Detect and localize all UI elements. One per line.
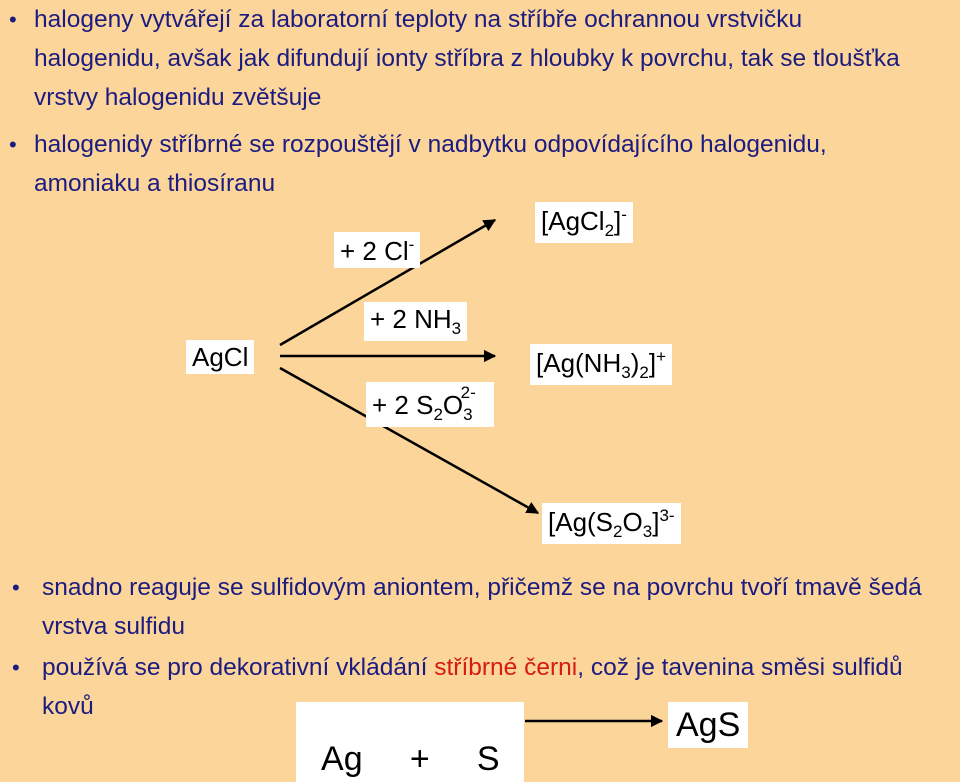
bullet-dot-icon: • <box>12 575 20 600</box>
reagent-thiosulfate: + 2 $S_2O_3^{2-}$ <box>366 382 494 427</box>
reagent-ammonia: + 2 $NH_3$ <box>364 302 467 341</box>
product-dichloroargentate: [AgCl$_2$]- <box>535 202 633 243</box>
bullet-dot-icon: • <box>9 132 17 157</box>
bullet-text: halogenidy stříbrné se rozpouštějí v nadbytku odpovídajícího halogenidu, amoniaku a thiosíranu <box>34 131 827 197</box>
product-thiosulfatoargentate: [$Ag(S_2O_3]^{3-}$ <box>542 503 681 544</box>
bullet-text-after: , což je tavenina směsi sulfidů kovů <box>42 654 903 720</box>
bullet-text: snadno reaguje se sulfidovým aniontem, přičemž se na povrchu tvoří tmavě šedá vrstva sulfidu <box>42 574 922 640</box>
bullet-dot-icon: • <box>12 655 20 680</box>
bullet-text-before: používá se pro dekorativní vkládání <box>42 654 435 681</box>
bullet-text: halogeny vytvářejí za laboratorní teploty na stříbře ochrannou vrstvičku halogenidu, avšak jak difundují ionty stříbra z hloubky k povrchu, tak se tloušťka vrstvy halogenidu zvětšuje <box>34 6 900 111</box>
bullet-dot-icon: • <box>9 7 17 32</box>
equation-reactants: Ag + S <box>296 702 524 782</box>
bullet-sulfide <box>12 568 960 646</box>
highlight-silver-black: stříbrné černi <box>434 654 578 681</box>
product-diamminesilver: $[Ag(NH_3)_2]^+$ <box>530 344 672 385</box>
equation-product: AgS <box>668 702 748 748</box>
reagent-chloride: + 2 Cl- <box>334 232 420 268</box>
reactant-agcl: AgCl <box>186 340 254 374</box>
